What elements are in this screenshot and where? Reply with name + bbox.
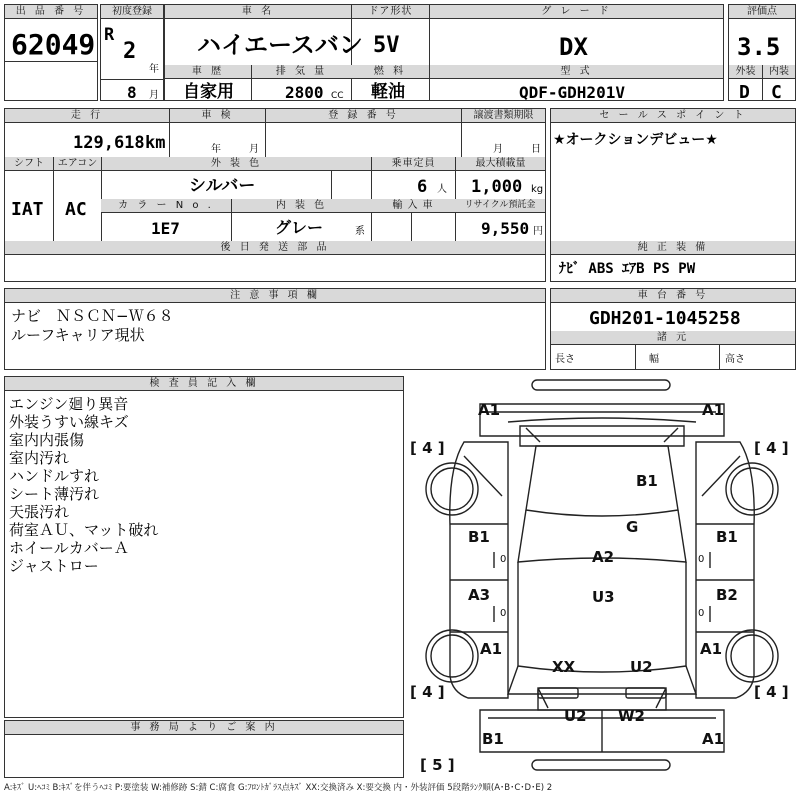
displacement-label: 排 気 量 [251,65,351,79]
shift-label: シフト [5,157,53,171]
inspector-note: エンジン廻り異音 [9,395,129,413]
mark-bumper-rear-right: A1 [702,730,725,748]
mark-bumper-rear-left: B1 [482,730,504,748]
era: R [104,25,115,45]
inspector-note: ホイールカバーＡ [9,539,129,557]
mark-left-rear-door-sub: 0 [500,608,507,619]
ac: AC [65,199,87,220]
recycle: 9,550 [481,219,530,238]
month-unit: 月 [149,90,159,101]
lot-number: 62049 [11,28,96,61]
dims-label: 諸 元 [551,331,795,345]
mark-rear-left: XX [552,658,576,676]
tire-left-front: [ 4 ] [410,439,445,457]
car-name-label: 車 名 [165,5,351,19]
displacement: 2800 [285,83,324,102]
sales-point-box [550,108,796,282]
chassis-box [550,288,796,370]
mark-back-left: U2 [564,707,587,725]
grade: DX [559,33,588,61]
door-label: ドア形状 [351,5,429,19]
inspection-label: 車 検 [169,109,265,123]
recycle-unit: 円 [533,226,543,237]
mark-left-front-door-sub: 0 [500,554,507,565]
exterior-grade: D [739,82,750,103]
grade-label: グ レ ー ド [429,5,723,19]
inspector-note: ハンドルすれ [9,467,100,485]
width-label: 幅 [649,354,659,365]
lot-number-label: 出 品 番 号 [5,5,97,19]
color-no: 1E7 [151,219,180,238]
mark-front-right: A1 [702,401,725,419]
mark-windshield: G [626,518,639,536]
mark-roof: A2 [592,548,615,566]
capacity-label: 乗車定員 [371,157,455,171]
capacity: 6 [417,177,428,197]
reg-number-label: 登 録 番 号 [265,109,461,123]
max-load-unit: kg [531,184,544,195]
mark-left-front-door: B1 [468,528,490,546]
length-label: 長さ [555,354,575,365]
mark-hood: B1 [636,472,658,490]
vehicle-damage-diagram [408,376,796,778]
first-registration-box [100,4,164,101]
mileage-label: 走 行 [5,109,169,123]
inspector-label: 検 査 員 記 入 欄 [5,377,403,391]
inspector-note: ジャストロー [9,557,99,575]
notes-label: 注 意 事 項 欄 [5,289,545,303]
mark-right-front-door: B1 [716,528,738,546]
chassis-label: 車 台 番 号 [551,289,795,303]
tire-left-rear: [ 4 ] [410,683,445,701]
chassis-number: GDH201-1045258 [589,308,741,329]
office-box [4,720,404,778]
ext-color: シルバー [189,176,256,196]
displacement-unit: CC [331,91,344,101]
interior-label: 内装 [762,65,795,79]
inspector-note: 室内汚れ [9,449,70,467]
mark-right-rear-door-sub: 0 [698,608,705,619]
inspection-year-unit: 年 [211,144,221,155]
inspection-month-unit: 月 [249,144,259,155]
mark-right-quarter: A1 [700,640,723,658]
lot-number-box [4,4,98,101]
transfer-month-unit: 月 [493,144,503,155]
inspector-note: シート薄汚れ [9,485,100,503]
sales-point-label: セ ー ル ス ポ イ ン ト [551,109,795,123]
inspector-note: 荷室ＡＵ、マット破れ [9,521,159,539]
interior-grade: C [771,82,782,103]
mileage-unit: km [145,133,166,153]
inspector-note: 天張汚れ [9,503,70,521]
office-label: 事 務 局 よ り ご 案 内 [5,721,403,735]
score: 3.5 [737,33,781,61]
int-color: グレー [275,218,324,237]
month-value: 8 [127,83,137,102]
inspector-note: 室内内張傷 [9,431,85,449]
mark-left-rear-door: A3 [468,586,491,604]
genuine-equipment: ﾅﾋﾞ ABS ｴｱB PS PW [559,261,696,277]
inspector-box [4,376,404,718]
fuel: 軽油 [371,82,405,102]
tire-right-front: [ 4 ] [754,439,789,457]
first-reg-label: 初度登録 [101,5,163,19]
max-load-label: 最大積載量 [455,157,545,171]
year-unit: 年 [149,64,159,75]
car-name: ハイエースバン [197,31,363,59]
score-box [728,4,796,101]
legend: A:ｷｽﾞ U:ﾍｺﾐ B:ｷｽﾞを伴うﾍｺﾐ P:要塗装 W:補修跡 S:錆 C:腐食 G:ﾌﾛﾝﾄｶﾞﾗｽ点ｷｽﾞ XX:交換済み X:要交換 内・外装評価 5段階ﾗﾝｸ順(A･B･C･D･E) 2 [4,783,553,793]
score-label: 評価点 [729,5,795,19]
int-color-label: 内 装 色 [231,199,371,213]
mark-back-right: W2 [618,707,645,725]
mark-left-quarter: A1 [480,640,503,658]
fuel-label: 燃 料 [351,65,429,79]
mark-front-left: A1 [478,401,501,419]
notes-line-1: ナビ ＮＳＣＮ−Ｗ６８ [11,307,174,325]
specs-box [4,108,546,282]
inspector-notes [9,395,158,575]
sales-point-text: ★オークションデビュー★ [553,132,718,148]
spare-tire: [ 5 ] [420,756,455,774]
mark-rear-right: U2 [630,658,653,676]
history: 自家用 [183,82,234,102]
door-type: 5V [373,33,400,58]
year-value: 2 [123,39,137,64]
height-label: 高さ [725,354,745,365]
max-load: 1,000 [471,177,523,197]
recycle-label: リサイクル預託金 [455,199,545,213]
ext-color-label: 外 装 色 [101,157,371,171]
int-color-suffix: 系 [355,226,365,237]
color-no-label: カ ラ ー N o . [101,199,231,213]
later-parts-label: 後 日 発 送 部 品 [5,241,545,255]
capacity-unit: 人 [437,184,447,195]
mark-cargo: U3 [592,588,615,606]
history-label: 車 歴 [165,65,251,79]
car-info-box [164,4,724,101]
transfer-day-unit: 日 [531,144,541,155]
mileage: 129,618 [73,133,145,153]
notes-box [4,288,546,370]
tire-right-rear: [ 4 ] [754,683,789,701]
import-label: 輸 入 車 [371,199,455,213]
model-code: QDF-GDH201V [519,83,625,102]
mark-right-rear-door: B2 [716,586,738,604]
ac-label: エアコン [53,157,101,171]
transfer-deadline-label: 譲渡書類期限 [461,109,545,123]
model-code-label: 型 式 [429,65,723,79]
shift: IAT [11,199,44,220]
mark-right-front-door-sub: 0 [698,554,705,565]
exterior-label: 外装 [729,65,762,79]
notes-line-2: ルーフキャリア現状 [11,326,145,344]
genuine-label: 純 正 装 備 [551,241,795,255]
inspector-note: 外装うすい線キズ [9,413,129,431]
